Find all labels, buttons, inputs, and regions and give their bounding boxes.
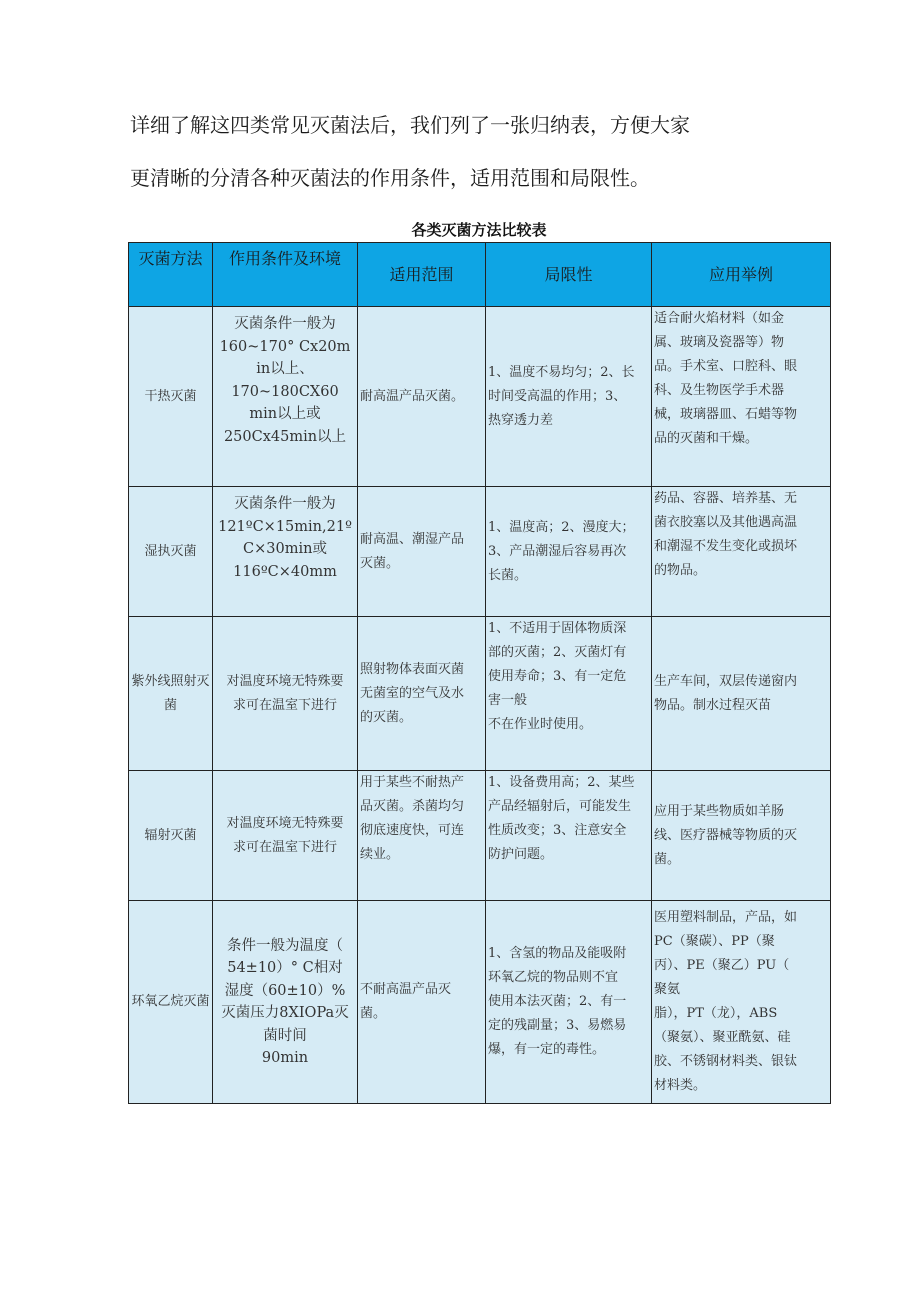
table-row (129, 901, 831, 1104)
cell-examples: 药品、容器、培养基、无 菌衣胶塞以及其他遇高温 和潮湿不发生变化或损坏 的物品。 (652, 487, 831, 617)
cell-examples: 应用于某些物质如羊肠 线、医疗器械等物质的灭 菌。 (652, 771, 831, 901)
cell-limits: 1、温度高；2、漫度大； 3、产品潮湿后容易再次 长菌。 (486, 487, 652, 617)
cell-conditions: 灭菌条件一般为 160~170° Cx20m in以上、 170~180CX60 min以上或 250Cx45min以上 (213, 307, 358, 487)
table-row (129, 487, 831, 617)
intro-line-1: 详细了解这四类常见灭菌法后，我们列了一张归纳表，方便大家 (130, 113, 690, 137)
cell-limits: 1、设备费用高；2、某些 产品经辐射后，可能发生 性质改变；3、注意安全 防护问题。 (486, 771, 652, 901)
header-row (129, 243, 831, 307)
cell-scope: 不耐高温产品灭 菌。 (358, 901, 486, 1104)
cell-examples: 医用塑料制品，产品，如 PC（聚碳）、PP（聚 丙）、PE（聚乙）PU（ 聚氨 脂），PT（龙），ABS （聚氨）、聚亚酰氨、硅 胶、不锈钢材料类、银钛 材料类。 (652, 901, 831, 1104)
table-row (129, 617, 831, 771)
cell-conditions: 灭菌条件一般为 121ºC×15min,21º C×30min或 116ºC×40mm (213, 487, 358, 617)
cell-conditions: 对温度环境无特殊要 求可在温室下进行 (213, 771, 358, 901)
cell-method: 紫外线照射灭菌 (129, 617, 213, 771)
cell-conditions: 对温度环境无特殊要 求可在温室下进行 (213, 617, 358, 771)
table-title: 各类灭菌方法比较表 (411, 221, 547, 239)
header-conditions: 作用条件及环境 (213, 243, 358, 307)
cell-method: 湿执灭菌 (129, 487, 213, 617)
cell-scope: 用于某些不耐热产 品灭菌。杀菌均匀 彻底速度快，可连 续业。 (358, 771, 486, 901)
cell-limits: 1、含氢的物品及能吸附 环氧乙烷的物品则不宜 使用本法灭菌；2、有一 定的残副量；3、易燃易 爆，有一定的毒性。 (486, 901, 652, 1104)
intro-text (130, 112, 830, 192)
intro-line-2: 更清晰的分清各种灭菌法的作用条件，适用范围和局限性。 (130, 166, 650, 190)
cell-method: 干热灭菌 (129, 307, 213, 487)
header-method: 灭菌方法 (129, 243, 213, 307)
cell-examples: 适合耐火焰材料（如金 属、玻璃及瓷器等）物 品。手术室、口腔科、眼 科、及生物医学手术器 械，玻璃器皿、石蜡等物 品的灭菌和干燥。 (652, 307, 831, 487)
cell-scope: 照射物体表面灭菌 无菌室的空气及水 的灭菌。 (358, 617, 486, 771)
cell-scope: 耐高温、潮湿产品 灭菌。 (358, 487, 486, 617)
header-examples: 应用举例 (652, 243, 831, 307)
table-row (129, 771, 831, 901)
cell-method: 环氧乙烷灭菌 (129, 901, 213, 1104)
header-scope: 适用范围 (358, 243, 486, 307)
cell-method: 辐射灭菌 (129, 771, 213, 901)
comparison-table (128, 242, 831, 1104)
cell-conditions: 条件一般为温度（ 54±10）° C相对 湿度（60±10）% 灭菌压力8XIOPa灭 菌时间 90min (213, 901, 358, 1104)
cell-limits: 1、不适用于固体物质深 部的灭菌；2、灭菌灯有 使用寿命；3、有一定危 害一般 不在作业时使用。 (486, 617, 652, 771)
cell-scope: 耐高温产品灭菌。 (358, 307, 486, 487)
cell-examples: 生产车间，双层传递窗内 物品。制水过程灭苗 (652, 617, 831, 771)
header-limits: 局限性 (486, 243, 652, 307)
cell-limits: 1、温度不易均匀；2、长 时间受高温的作用；3、 热穿透力差 (486, 307, 652, 487)
table-row (129, 307, 831, 487)
